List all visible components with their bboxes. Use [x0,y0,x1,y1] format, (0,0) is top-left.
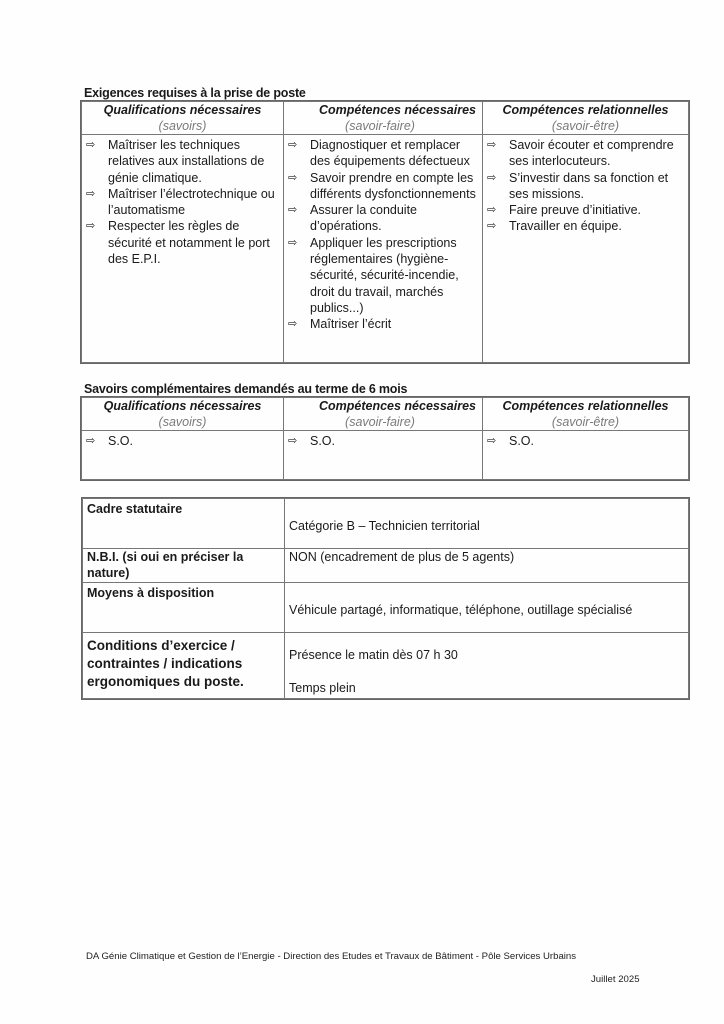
header-qualifications [82,102,284,135]
table-row [83,632,689,699]
footer-text: DA Génie Climatique et Gestion de l’Energie - Direction des Etudes et Travaux de Bâtiment - Pôle Services Urbains [86,951,577,962]
header-competences [284,398,483,431]
item-text: Assurer la conduite d’opérations. [310,203,418,234]
row-value: NON (encadrement de plus de 5 agents) [285,549,689,583]
header-competences [284,102,483,135]
qualifications-cell [82,135,284,363]
competences-cell [284,135,483,363]
content-row [82,431,689,480]
arrow-right-icon: ⇨ [288,139,298,151]
header-subtitle: (savoir-être) [551,119,620,133]
arrow-right-icon: ⇨ [487,171,497,184]
list-item [86,433,279,449]
item-text: Respecter les règles de sécurité et notamment le port des E.P.I. [108,219,270,267]
item-text: Faire preuve d’initiative. [509,203,642,218]
qualifications-cell [82,431,284,480]
item-text: Savoir prendre en compte les différents dysfonctionnements [310,170,476,201]
relationnelles-cell [483,431,689,480]
list-item [487,170,684,203]
list-item [288,137,478,170]
header-qualifications [82,398,284,431]
list-item [487,218,684,234]
arrow-right-icon: ⇨ [288,204,298,217]
row-label: Cadre statutaire [83,499,285,549]
conditions-line-2: Temps plein [289,680,356,695]
arrow-right-icon: ⇨ [487,220,497,233]
arrow-right-icon: ⇨ [487,139,497,151]
header-title: Qualifications nécessaires [103,103,262,117]
row-value: Catégorie B – Technicien territorial [285,499,689,549]
content-row [82,135,689,363]
list-item [288,316,478,332]
footer-date: Juillet 2025 [591,974,640,985]
arrow-right-icon: ⇨ [86,435,96,447]
header-subtitle: (savoirs) [158,119,207,133]
header-subtitle: (savoir-faire) [345,119,415,133]
header-subtitle: (savoir-être) [551,415,620,429]
list-item [288,433,478,449]
competences-cell [284,431,483,480]
item-text: Travailler en équipe. [509,219,622,234]
arrow-right-icon: ⇨ [288,171,298,184]
list-item [86,186,279,219]
header-relationnelles [483,102,689,135]
header-subtitle: (savoir-faire) [345,415,415,429]
complementary-table [81,397,689,480]
table-row [83,549,689,583]
header-title: Compétences relationnelles [502,399,669,413]
row-value: Véhicule partagé, informatique, téléphone, outillage spécialisé [285,582,689,632]
list-item [86,218,279,267]
section-title-exigences: Exigences requises à la prise de poste [84,86,306,100]
header-title: Compétences nécessaires [318,103,476,117]
row-label: N.B.I. (si oui en préciser la nature) [83,549,285,583]
table-row [83,582,689,632]
item-text: S.O. [108,434,134,448]
header-subtitle: (savoirs) [158,415,207,429]
list-item [288,202,478,235]
row-label: Conditions d’exercice / contraintes / indications ergonomiques du poste. [83,632,285,699]
header-row [82,102,689,135]
item-text: Diagnostiquer et remplacer des équipements défectueux [310,138,470,169]
item-text: Appliquer les prescriptions réglementaires (hygiène-sécurité, sécurité-incendie, droit du travail, marchés publics...) [310,235,459,315]
arrow-right-icon: ⇨ [86,220,96,233]
header-relationnelles [483,398,689,431]
arrow-right-icon: ⇨ [86,139,96,151]
item-text: S.O. [509,434,535,448]
header-title: Compétences relationnelles [502,103,669,117]
list-item [487,137,684,170]
arrow-right-icon: ⇨ [288,318,298,331]
list-item [288,170,478,203]
arrow-right-icon: ⇨ [487,435,497,447]
row-label: Moyens à disposition [83,582,285,632]
list-item [86,137,279,186]
header-title: Compétences nécessaires [318,399,476,413]
item-text: Savoir écouter et comprendre ses interlocuteurs. [509,138,674,169]
arrow-right-icon: ⇨ [288,236,298,249]
list-item [487,202,684,218]
row-value [285,632,689,699]
arrow-right-icon: ⇨ [288,435,298,447]
header-row [82,398,689,431]
statutory-table [82,498,689,699]
item-text: S’investir dans sa fonction et ses missions. [509,170,669,201]
list-item [288,235,478,316]
conditions-line-1: Présence le matin dès 07 h 30 [289,647,458,662]
item-text: S.O. [310,434,336,448]
relationnelles-cell [483,135,689,363]
arrow-right-icon: ⇨ [487,204,497,217]
requirements-table [81,101,689,363]
header-title: Qualifications nécessaires [103,399,262,413]
list-item [487,433,684,449]
section-title-savoirs-complementaires: Savoirs complémentaires demandés au terme de 6 mois [84,382,408,396]
item-text: Maîtriser les techniques relatives aux installations de génie climatique. [108,138,265,185]
table-row [83,499,689,549]
item-text: Maîtriser l’écrit [310,317,392,332]
arrow-right-icon: ⇨ [86,187,96,200]
item-text: Maîtriser l’électrotechnique ou l’automatisme [108,186,275,218]
